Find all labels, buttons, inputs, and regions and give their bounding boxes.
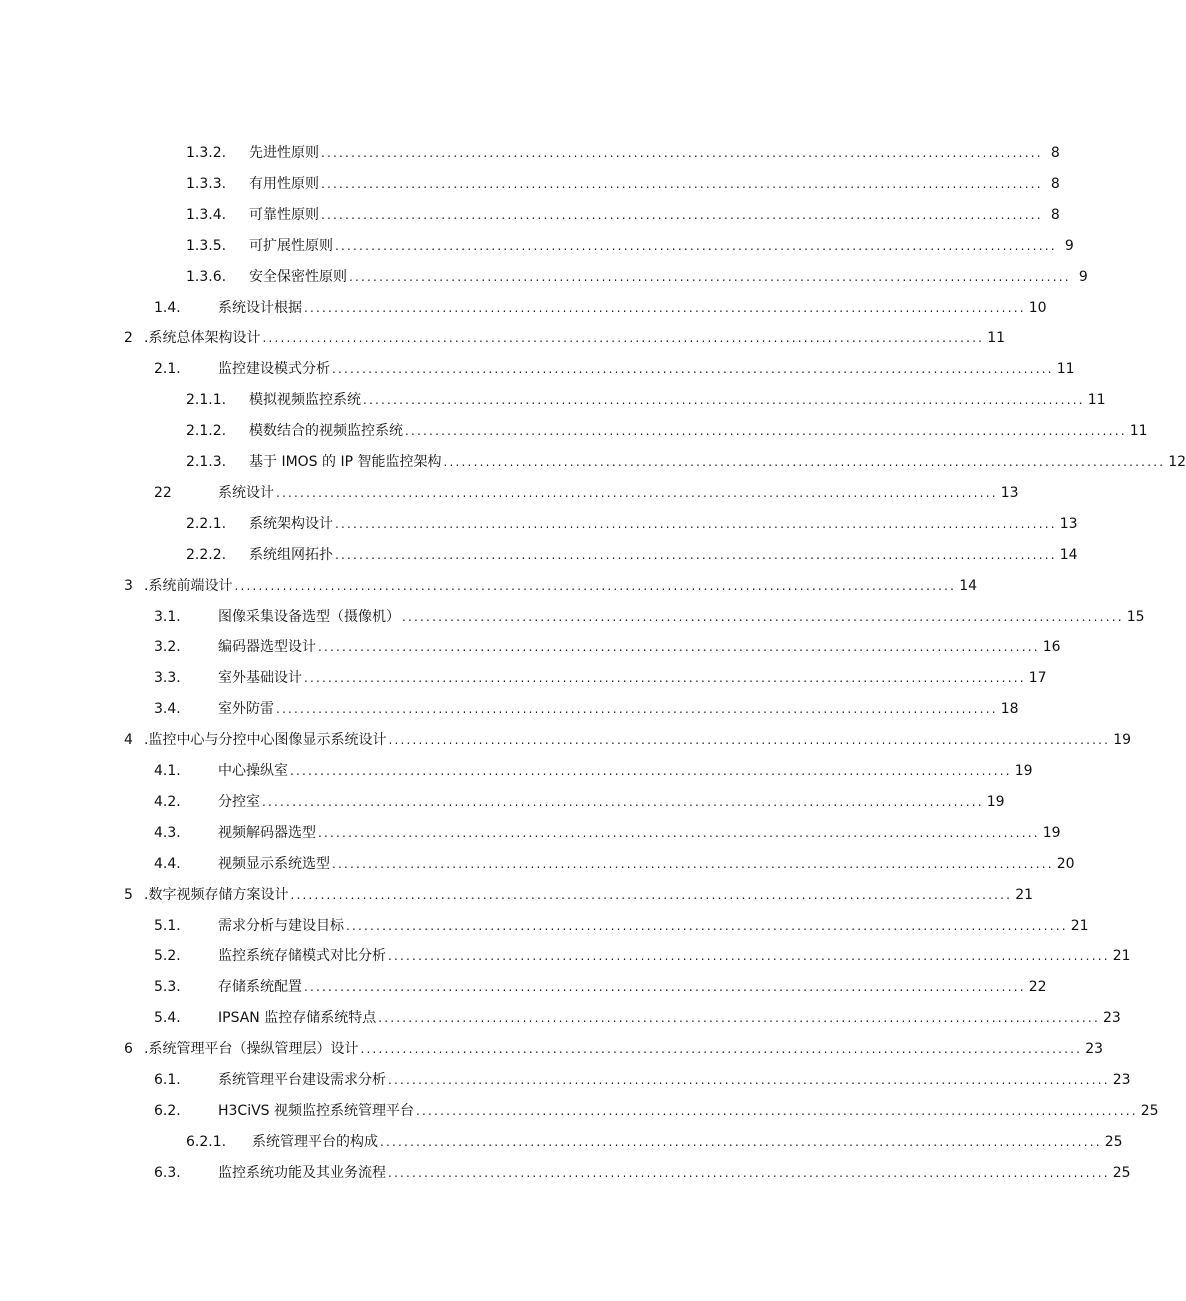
toc-entry-number: 2.1. [154,361,181,378]
toc-entry-line [218,761,1033,781]
toc-entry-line [249,390,1106,410]
toc-entry-page: 20 [1056,855,1075,872]
toc-entry-number: 1.3.3. [186,175,227,192]
toc-entry-page: 19 [1042,824,1061,841]
toc-entry[interactable] [0,792,1005,812]
toc-entry-number: 4.2. [154,793,181,810]
toc-entry-page: 14 [959,577,978,594]
toc-entry[interactable] [0,854,1075,874]
toc-entry-number: 2.1.3. [186,454,227,470]
toc-entry-line [249,452,1186,472]
toc-entry-title: 分控室 [218,793,260,810]
toc-entry-line [218,483,1019,503]
dot-leader: ........................................................................................................................ [332,856,1054,871]
dot-leader: ........................................................................................................................ [388,949,1110,964]
toc-entry-page: 19 [1113,732,1132,749]
toc-entry-number: 1.3.6. [186,268,227,285]
dot-leader: ........................................................................................................................ [304,671,1026,686]
toc-entry-line [218,916,1089,936]
dot-leader: ........................................................................................................................ [276,702,998,717]
dot-leader: ........................................................................................................................ [335,547,1057,562]
toc-entry-line [249,514,1078,534]
toc-entry-title: 基于 IMOS 的 IP 智能监控架构 [249,454,442,470]
dot-leader: ........................................................................................................................ [378,1011,1100,1026]
toc-entry-number: 2.1.1. [186,392,227,409]
toc-entry[interactable] [0,1132,1123,1152]
dot-leader: ........................................................................................................................ [360,1042,1083,1057]
toc-entry-number: 3.3. [154,670,181,687]
toc-entry-line [218,1008,1121,1028]
toc-entry-page: 8 [1050,145,1060,161]
toc-entry-page: 25 [1112,1164,1131,1181]
toc-entry-page: 25 [1104,1133,1123,1150]
toc-entry-title: 系统架构设计 [249,515,333,532]
toc-entry-page: 23 [1085,1041,1104,1058]
toc-entry-page: 11 [1056,361,1075,378]
toc-entry-page: 13 [1000,484,1019,501]
toc-entry-number: 2.1.2. [186,423,227,440]
toc-entry-line [218,823,1061,843]
toc-entry-line [218,854,1075,874]
dot-leader: ........................................................................................................................ [443,455,1166,469]
dot-leader: ........................................................................................................................ [388,1073,1110,1087]
toc-entry-title: 编码器选型设计 [218,639,316,656]
toc-entry[interactable] [0,359,1075,379]
toc-entry-line [249,545,1078,565]
toc-entry[interactable] [0,576,978,596]
toc-entry-title: .系统总体架构设计 [144,330,261,347]
toc-entry-page: 9 [1078,268,1088,285]
toc-entry-number: 5.2. [154,948,181,965]
toc-entry-number: 2.2.1. [186,515,227,532]
dot-leader: ........................................................................................................................ [304,980,1026,995]
dot-leader: ........................................................................................................................ [304,300,1026,315]
toc-entry-number: 3.2. [154,639,181,656]
toc-entry[interactable] [0,1039,1104,1059]
dot-leader: ........................................................................................................................ [262,794,984,809]
toc-entry-number: 4.4. [154,855,181,872]
dot-leader: ........................................................................................................................ [318,825,1040,840]
toc-entry-page: 11 [1087,392,1106,409]
toc-entry-title: 模拟视频监控系统 [249,392,361,409]
toc-entry-title: 视频显示系统选型 [218,855,330,872]
toc-entry[interactable] [0,699,1019,719]
toc-entry-page: 19 [986,793,1005,810]
toc-entry-page: 11 [1129,423,1148,440]
toc-entry-number: 6 [124,1041,133,1058]
toc-entry-title: 系统设计 [218,484,274,501]
toc-entry[interactable] [0,205,1060,225]
toc-entry[interactable] [0,607,1145,627]
toc-entry-number: 4 [124,732,133,749]
toc-entry-number: 5 [124,886,133,903]
dot-leader: ........................................................................................................................ [346,918,1068,933]
dot-leader: ........................................................................................................................ [321,176,1043,191]
dot-leader: ........................................................................................................................ [388,733,1111,748]
toc-entry-title: 系统管理平台的构成 [252,1133,378,1150]
toc-entry-page: 8 [1050,206,1060,223]
toc-entry-title: IPSAN 监控存储系统特点 [218,1010,377,1027]
toc-entry-page: 10 [1028,299,1047,316]
toc-entry[interactable] [0,267,1088,287]
toc-entry-line [218,359,1075,379]
toc-entry[interactable] [0,545,1078,565]
toc-entry[interactable] [0,946,1131,966]
dot-leader: ........................................................................................................................ [380,1134,1102,1149]
toc-entry-page: 15 [1126,608,1145,625]
toc-entry-number: 2.2.2. [186,546,227,563]
toc-entry-number: 2 [124,330,133,347]
toc-entry-title: 中心操纵室 [218,763,288,779]
toc-entry-number: 3.1. [154,608,181,625]
toc-entry-line [218,792,1005,812]
dot-leader: ........................................................................................................................ [321,207,1043,222]
toc-entry-title: 系统设计根据 [218,299,302,316]
toc-entry-page: 22 [1028,979,1047,996]
dot-leader: ........................................................................................................................ [262,331,985,346]
toc-entry-number: 5.3. [154,979,181,996]
toc-entry[interactable] [0,483,1019,503]
toc-entry-number: 3 [124,577,133,594]
toc-entry-line [218,1163,1131,1183]
toc-entry-number: 1.3.5. [186,237,227,254]
toc-entry-number: 4.3. [154,824,181,841]
toc-entry-page: 17 [1028,670,1047,687]
toc-entry-title: 需求分析与建设目标 [218,917,344,934]
toc-entry-title: 可靠性原则 [249,206,319,223]
toc-entry-page: 25 [1140,1102,1159,1119]
dot-leader: ........................................................................................................................ [290,887,1013,902]
toc-entry-title: 室外防雷 [218,701,274,718]
toc-entry-title: 室外基础设计 [218,670,302,687]
toc-entry-number: 1.3.4. [186,206,227,223]
toc-entry[interactable] [0,977,1047,997]
dot-leader: ........................................................................................................................ [321,146,1043,160]
toc-entry-line [252,1132,1123,1152]
toc-entry-title: .监控中心与分控中心图像显示系统设计 [144,732,387,749]
toc-entry[interactable] [0,668,1047,688]
toc-entry[interactable] [0,1163,1131,1183]
toc-entry[interactable] [0,143,1060,163]
toc-entry-line [144,328,1006,348]
toc-entry-line [218,668,1047,688]
toc-entry[interactable] [0,916,1089,936]
dot-leader: ........................................................................................................................ [349,269,1071,284]
toc-entry-title: 模数结合的视频监控系统 [249,423,403,440]
toc-entry-page: 12 [1168,454,1186,470]
toc-entry-title: 监控建设模式分析 [218,361,330,378]
dot-leader: ........................................................................................................................ [335,516,1057,531]
toc-entry[interactable] [0,1101,1159,1121]
toc-entry[interactable] [0,1070,1131,1090]
toc-entry-title: 可扩展性原则 [249,237,333,254]
toc-entry-line [144,1039,1104,1059]
dot-leader: ........................................................................................................................ [416,1103,1138,1118]
toc-entry[interactable] [0,390,1106,410]
toc-entry-line [249,205,1060,225]
dot-leader: ........................................................................................................................ [290,764,1012,778]
toc-entry-page: 8 [1050,175,1060,192]
toc-entry[interactable] [0,236,1074,256]
toc-entry[interactable] [0,637,1061,657]
toc-entry-page: 16 [1042,639,1061,656]
toc-entry-page: 23 [1112,1072,1131,1088]
toc-entry-title: 监控系统功能及其业务流程 [218,1164,386,1181]
toc-entry-line [218,637,1061,657]
toc-entry-title: 有用性原则 [249,175,319,192]
toc-entry[interactable] [0,174,1060,194]
toc-entry[interactable] [0,421,1148,441]
toc-entry-number: 6.2.1. [186,1133,227,1150]
toc-entry[interactable] [0,1008,1121,1028]
toc-entry-page: 23 [1102,1010,1121,1027]
toc-entry-line [218,607,1145,627]
toc-entry[interactable] [0,885,1034,905]
toc-entry-page: 11 [987,330,1006,347]
toc-entry-title: 图像采集设备选型（摄像机） [218,608,400,625]
toc-entry-title: H3CiVS 视频监控系统管理平台 [218,1102,415,1119]
toc-entry-title: .系统管理平台（操纵管理层）设计 [144,1041,359,1058]
toc-entry[interactable] [0,761,1033,781]
toc-entry[interactable] [0,823,1061,843]
toc-entry-page: 19 [1014,763,1033,779]
dot-leader: ........................................................................................................................ [405,424,1127,439]
toc-entry[interactable] [0,452,1186,472]
toc-entry-number: 5.1. [154,917,181,934]
toc-entry-number: 4.1. [154,763,181,779]
toc-entry-line [218,298,1047,318]
toc-entry-line [218,699,1019,719]
toc-entry[interactable] [0,328,1006,348]
toc-entry-page: 13 [1059,515,1078,532]
dot-leader: ........................................................................................................................ [332,362,1054,377]
toc-entry-line [249,267,1088,287]
toc-entry-number: 6.1. [154,1072,181,1088]
toc-entry-number: 22 [154,484,172,501]
toc-entry[interactable] [0,514,1078,534]
toc-entry[interactable] [0,298,1047,318]
dot-leader: ........................................................................................................................ [234,578,957,593]
toc-entry-line [249,236,1074,256]
toc-entry-line [249,421,1148,441]
toc-entry-line [144,730,1132,750]
toc-entry-line [249,174,1060,194]
toc-entry-number: 5.4. [154,1010,181,1027]
toc-entry-page: 18 [1000,701,1019,718]
dot-leader: ........................................................................................................................ [388,1165,1110,1180]
toc-entry-title: .系统前端设计 [144,577,233,594]
toc-entry-page: 9 [1064,237,1074,254]
toc-entry-number: 1.3.2. [186,145,227,161]
toc-entry-title: 先进性原则 [249,145,319,161]
toc-entry-number: 6.3. [154,1164,181,1181]
toc-entry-number: 6.2. [154,1102,181,1119]
toc-entry-page: 14 [1059,546,1078,563]
toc-entry-title: 安全保密性原则 [249,268,347,285]
toc-entry-title: 视频解码器选型 [218,824,316,841]
toc-entry-number: 3.4. [154,701,181,718]
toc-entry-title: 存储系统配置 [218,979,302,996]
toc-entry-line [249,143,1060,163]
toc-entry-line [218,977,1047,997]
toc-entry-number: 1.4. [154,299,181,316]
toc-entry-line [218,946,1131,966]
dot-leader: ........................................................................................................................ [318,640,1040,655]
toc-entry-line [218,1070,1131,1090]
toc-entry-title: 监控系统存储模式对比分析 [218,948,386,965]
toc-entry-line [144,576,978,596]
dot-leader: ........................................................................................................................ [276,485,998,500]
dot-leader: ........................................................................................................................ [335,238,1057,253]
toc-entry-title: 系统管理平台建设需求分析 [218,1072,386,1088]
toc-entry-title: 系统组网拓扑 [249,546,333,563]
dot-leader: ........................................................................................................................ [402,609,1124,624]
toc-entry-title: .数字视频存储方案设计 [144,886,289,903]
toc-entry-page: 21 [1015,886,1034,903]
toc-entry-page: 21 [1112,948,1131,965]
toc-entry[interactable] [0,730,1132,750]
dot-leader: ........................................................................................................................ [363,393,1085,408]
toc-entry-line [144,885,1034,905]
toc-entry-line [218,1101,1159,1121]
toc-entry-page: 21 [1070,917,1089,934]
